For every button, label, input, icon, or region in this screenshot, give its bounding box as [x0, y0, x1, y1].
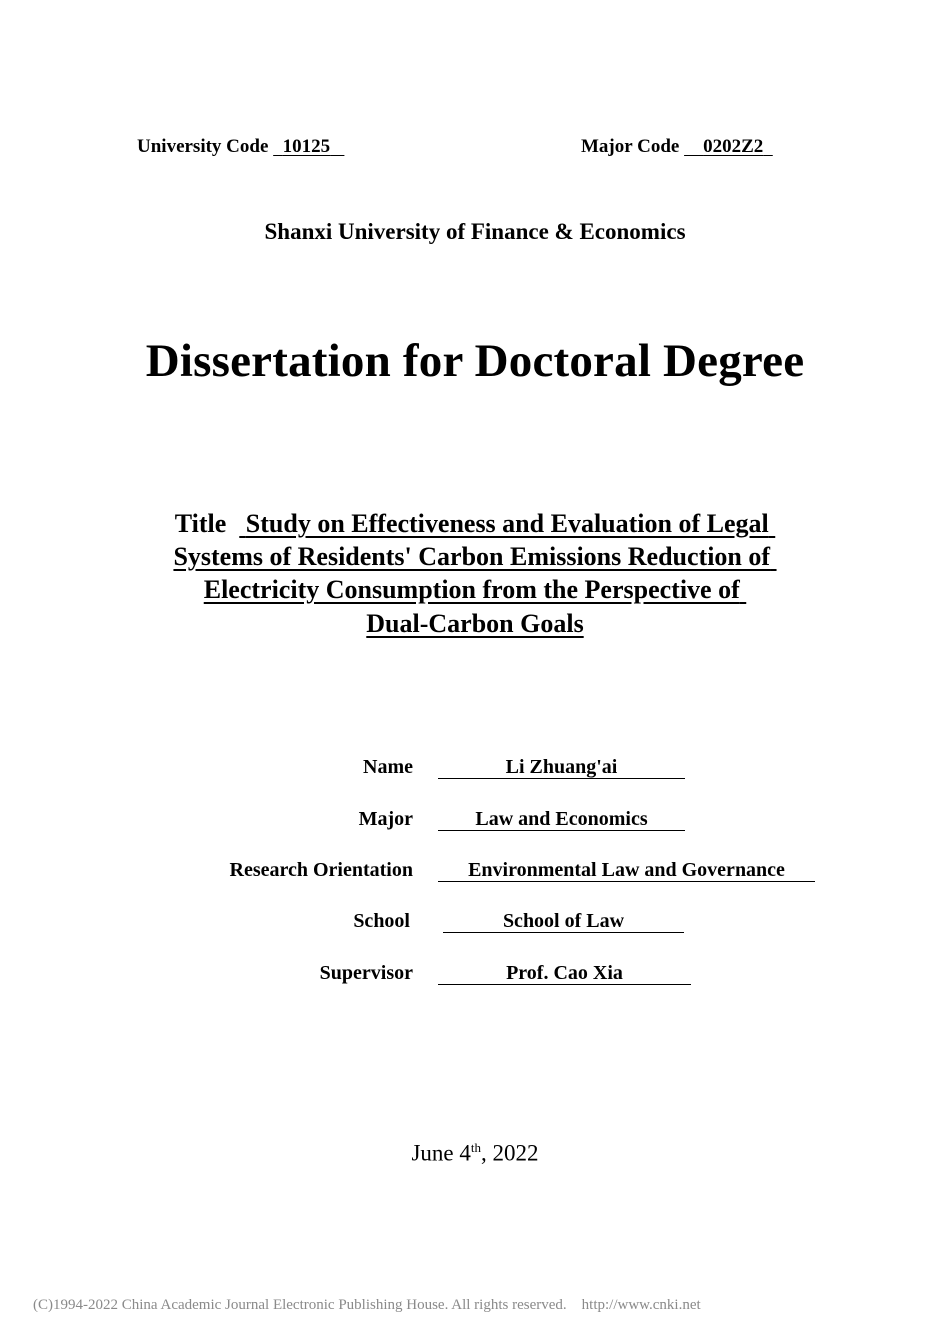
university-code [137, 136, 344, 158]
name-label: Name [363, 756, 413, 778]
university-name: Shanxi University of Finance & Economics [264, 219, 686, 244]
major-code [581, 136, 773, 158]
major-label: Major [358, 808, 413, 830]
research-orientation-value: Environmental Law and Governance [438, 859, 815, 882]
title-line-1: Title Study on Effectiveness and Evaluation of Legal [174, 509, 769, 538]
major-value: Law and Economics [438, 808, 685, 831]
title-line-4: Dual-Carbon Goals [366, 609, 584, 638]
university-code-value: 10125 [282, 136, 331, 157]
school-label: School [353, 910, 410, 932]
supervisor-label: Supervisor [319, 962, 413, 984]
university-code-label: University Code [137, 136, 269, 157]
name-value: Li Zhuang'ai [438, 756, 685, 779]
title-label: Title [174, 509, 227, 538]
degree-title: Dissertation for Doctoral Degree [145, 335, 805, 387]
title-line-3: Electricity Consumption from the Perspective of [203, 575, 740, 604]
major-code-value: 0202Z2 [703, 136, 764, 157]
supervisor-value: Prof. Cao Xia [438, 962, 691, 985]
major-code-label: Major Code [581, 136, 680, 157]
copyright-footer: (C)1994-2022 China Academic Journal Electronic Publishing House. All rights reserved. http://www.cnki.net [33, 1297, 701, 1313]
title-line-2: Systems of Residents' Carbon Emissions Reduction of [173, 542, 771, 571]
submission-date: June 4th, 2022 [411, 1140, 539, 1166]
school-value: School of Law [443, 910, 684, 933]
research-orientation-label: Research Orientation [229, 859, 413, 881]
